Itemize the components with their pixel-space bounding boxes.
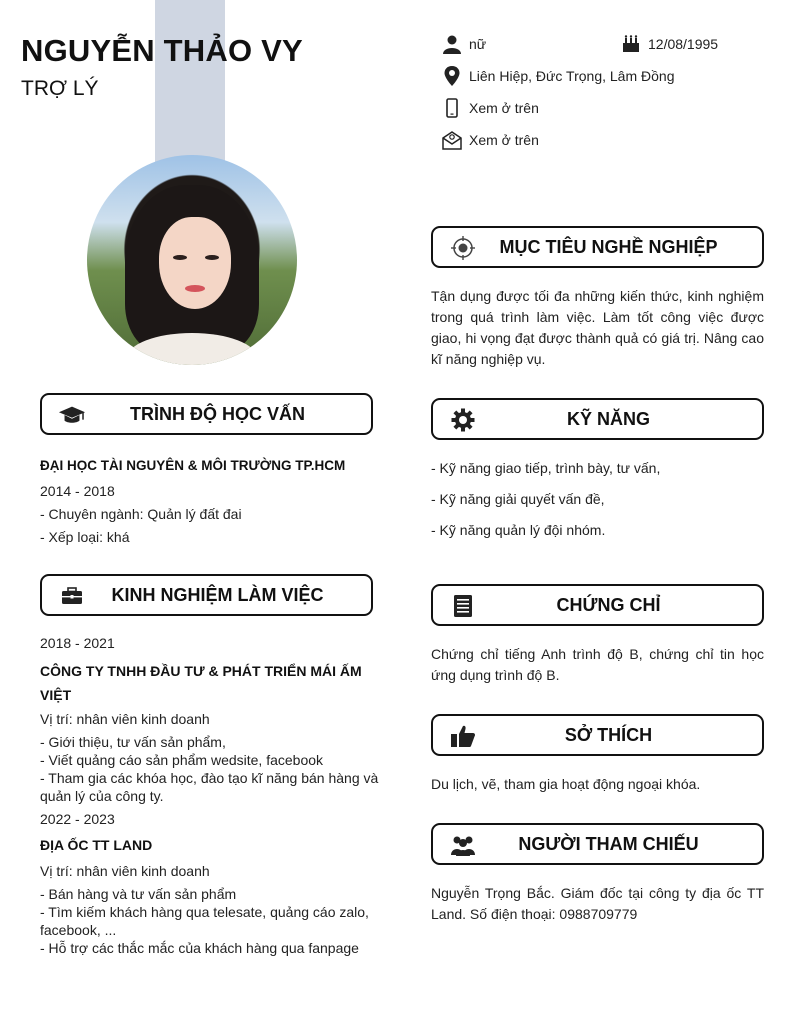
job-duty: - Viết quảng cáo sản phẩm wedsite, facebook xyxy=(40,752,324,768)
certificates-title: CHỨNG CHỈ xyxy=(556,594,661,615)
job-duty: - Giới thiệu, tư vấn sản phẩm, xyxy=(40,734,226,750)
target-icon xyxy=(449,236,477,260)
phone-value: Xem ở trên xyxy=(469,100,539,116)
phone-icon xyxy=(441,97,463,119)
objective-title: MỤC TIÊU NGHỀ NGHIỆP xyxy=(499,236,718,257)
experience-title: KINH NGHIỆM LÀM VIỆC xyxy=(111,584,324,605)
objective-text: Tận dụng được tối đa những kiến thức, kinh nghiệm trong quá trình làm việc. Làm tốt công việc được giao, hi vọng đạt được thành quả có giá trị. Nâng cao kĩ năng nghiệp vụ. xyxy=(431,288,764,367)
candidate-role: TRỢ LÝ xyxy=(21,77,99,100)
certificates-header xyxy=(431,584,764,626)
references-text: Nguyễn Trọng Bắc. Giám đốc tại công ty địa ốc TT Land. Số điện thoại: 0988709779 xyxy=(431,885,764,922)
experience-header xyxy=(40,574,373,616)
hobbies-title: SỞ THÍCH xyxy=(564,724,653,745)
contact-phone xyxy=(441,97,539,119)
person-icon xyxy=(441,33,463,55)
education-major: - Chuyên ngành: Quản lý đất đai xyxy=(40,506,242,522)
people-icon xyxy=(449,833,477,857)
skills-header xyxy=(431,398,764,440)
skill-item: - Kỹ năng quản lý đội nhóm. xyxy=(431,522,606,538)
objective-header xyxy=(431,226,764,268)
gear-icon xyxy=(449,408,477,432)
birthday-cake-icon xyxy=(620,33,642,55)
job-duty: - Bán hàng và tư vấn sản phẩm xyxy=(40,886,237,902)
briefcase-icon xyxy=(58,584,86,608)
email-icon xyxy=(441,129,463,151)
skills-title: KỸ NĂNG xyxy=(566,408,650,429)
job-duty: - Tìm kiếm khách hàng qua telesate, quảng cáo zalo, facebook, ... xyxy=(40,904,369,938)
map-pin-icon xyxy=(441,65,463,87)
document-icon xyxy=(449,594,477,618)
job-position: Vị trí: nhân viên kinh doanh xyxy=(40,711,210,727)
hobbies-text: Du lịch, vẽ, tham gia hoạt động ngoại khóa. xyxy=(431,776,701,792)
certificates-text: Chứng chỉ tiếng Anh trình độ B, chứng chỉ tin học ứng dụng trình độ B. xyxy=(431,646,764,683)
education-header xyxy=(40,393,373,435)
candidate-name: NGUYỄN THẢO VY xyxy=(21,33,303,68)
education-school: ĐẠI HỌC TÀI NGUYÊN & MÔI TRƯỜNG TP.HCM xyxy=(40,458,346,473)
job-period: 2022 - 2023 xyxy=(40,811,115,827)
contact-address xyxy=(441,65,674,87)
job-duty: - Tham gia các khóa học, đào tạo kĩ năng bán hàng và quản lý của công ty. xyxy=(40,770,379,804)
job-period: 2018 - 2021 xyxy=(40,635,115,651)
education-title: TRÌNH ĐỘ HỌC VẤN xyxy=(130,403,305,424)
contact-gender xyxy=(441,33,486,55)
dob-value: 12/08/1995 xyxy=(648,36,719,52)
job-duty: - Hỗ trợ các thắc mắc của khách hàng qua fanpage xyxy=(40,940,359,956)
graduation-cap-icon xyxy=(58,403,86,427)
avatar xyxy=(87,155,297,365)
references-title: NGƯỜI THAM CHIẾU xyxy=(518,833,699,854)
references-header xyxy=(431,823,764,865)
email-value: Xem ở trên xyxy=(469,132,539,148)
job-company: CÔNG TY TNHH ĐẦU TƯ & PHÁT TRIỂN MÁI ẤM VIỆT xyxy=(40,663,362,703)
accent-bar xyxy=(155,0,225,180)
hobbies-header xyxy=(431,714,764,756)
gender-value: nữ xyxy=(469,36,487,52)
job-position: Vị trí: nhân viên kinh doanh xyxy=(40,863,210,879)
contact-email xyxy=(441,129,539,151)
thumbs-up-icon xyxy=(449,724,477,748)
contact-dob xyxy=(620,33,718,55)
skill-item: - Kỹ năng giải quyết vấn đề, xyxy=(431,491,605,507)
job-company: ĐỊA ỐC TT LAND xyxy=(40,837,153,853)
education-grade: - Xếp loại: khá xyxy=(40,529,130,545)
education-period: 2014 - 2018 xyxy=(40,483,115,499)
address-value: Liên Hiệp, Đức Trọng, Lâm Đồng xyxy=(469,68,675,84)
skill-item: - Kỹ năng giao tiếp, trình bày, tư vấn, xyxy=(431,460,661,476)
